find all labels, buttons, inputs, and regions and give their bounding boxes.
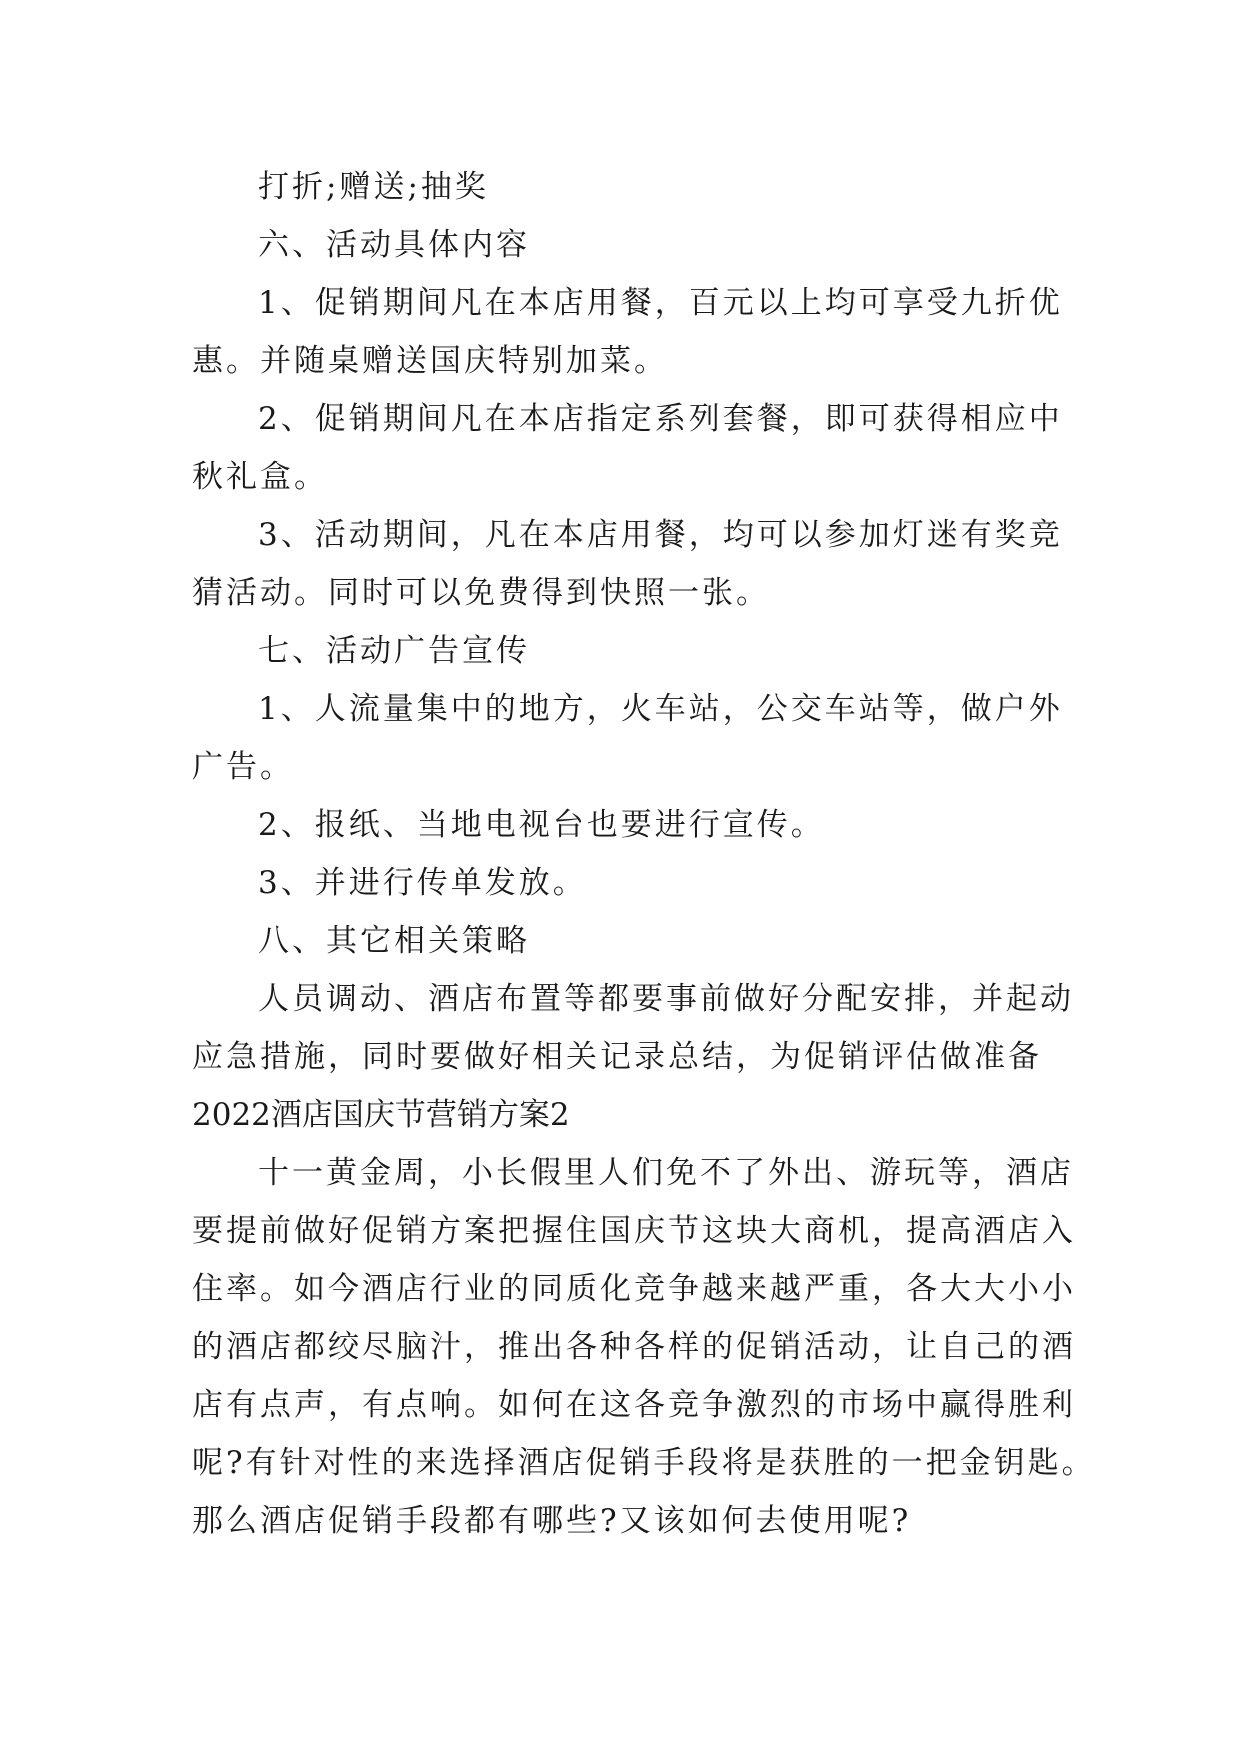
paragraph-ad-3: 3、并进行传单发放。 (258, 865, 587, 901)
paragraph-intro-line-2: 要提前做好促销方案把握住国庆节这块大商机，提高酒店入 (192, 1213, 1076, 1249)
paragraph-item-3-line-1: 3、活动期间，凡在本店用餐，均可以参加灯迷有奖竞 (258, 517, 1063, 553)
heading-activity-details: 六、活动具体内容 (258, 227, 530, 263)
paragraph-intro-line-3: 住率。如今酒店行业的同质化竞争越来越严重，各大大小小 (192, 1271, 1076, 1307)
paragraph-ad-1-line-2: 广告。 (192, 749, 294, 785)
paragraph-strategies-line-1: 人员调动、酒店布置等都要事前做好分配安排，并起动 (258, 981, 1074, 1017)
paragraph-ad-1-line-1: 1、人流量集中的地方，火车站，公交车站等，做户外 (258, 691, 1063, 727)
paragraph-item-3-line-2: 猜活动。同时可以免费得到快照一张。 (192, 575, 770, 611)
heading-advertising: 七、活动广告宣传 (258, 633, 530, 669)
paragraph-item-1-line-1: 1、促销期间凡在本店用餐，百元以上均可享受九折优 (258, 285, 1063, 321)
paragraph-ad-2: 2、报纸、当地电视台也要进行宣传。 (258, 807, 825, 843)
paragraph-item-2-line-2: 秋礼盒。 (192, 459, 328, 495)
paragraph-intro-line-1: 十一黄金周，小长假里人们免不了外出、游玩等，酒店 (258, 1155, 1074, 1191)
section-title-plan-2: 2022酒店国庆节营销方案2 (192, 1097, 570, 1133)
paragraph-strategies-line-2: 应急措施，同时要做好相关记录总结，为促销评估做准备 (192, 1039, 1042, 1075)
paragraph-item-2-line-1: 2、促销期间凡在本店指定系列套餐，即可获得相应中 (258, 401, 1063, 437)
paragraph-item-1-line-2: 惠。并随桌赠送国庆特别加菜。 (192, 343, 668, 379)
paragraph-intro-line-6: 呢?有针对性的来选择酒店促销手段将是获胜的一把金钥匙。 (192, 1445, 1096, 1481)
paragraph-intro-line-5: 店有点声，有点响。如何在这各竞争激烈的市场中赢得胜利 (192, 1387, 1076, 1423)
paragraph-intro-line-7: 那么酒店促销手段都有哪些?又该如何去使用呢? (192, 1503, 912, 1539)
paragraph-intro-line-4: 的酒店都绞尽脑汁，推出各种各样的促销活动，让自己的酒 (192, 1329, 1076, 1365)
heading-other-strategies: 八、其它相关策略 (258, 923, 530, 959)
document-body (192, 158, 1096, 1550)
paragraph-promo-methods: 打折;赠送;抽奖 (258, 169, 489, 205)
